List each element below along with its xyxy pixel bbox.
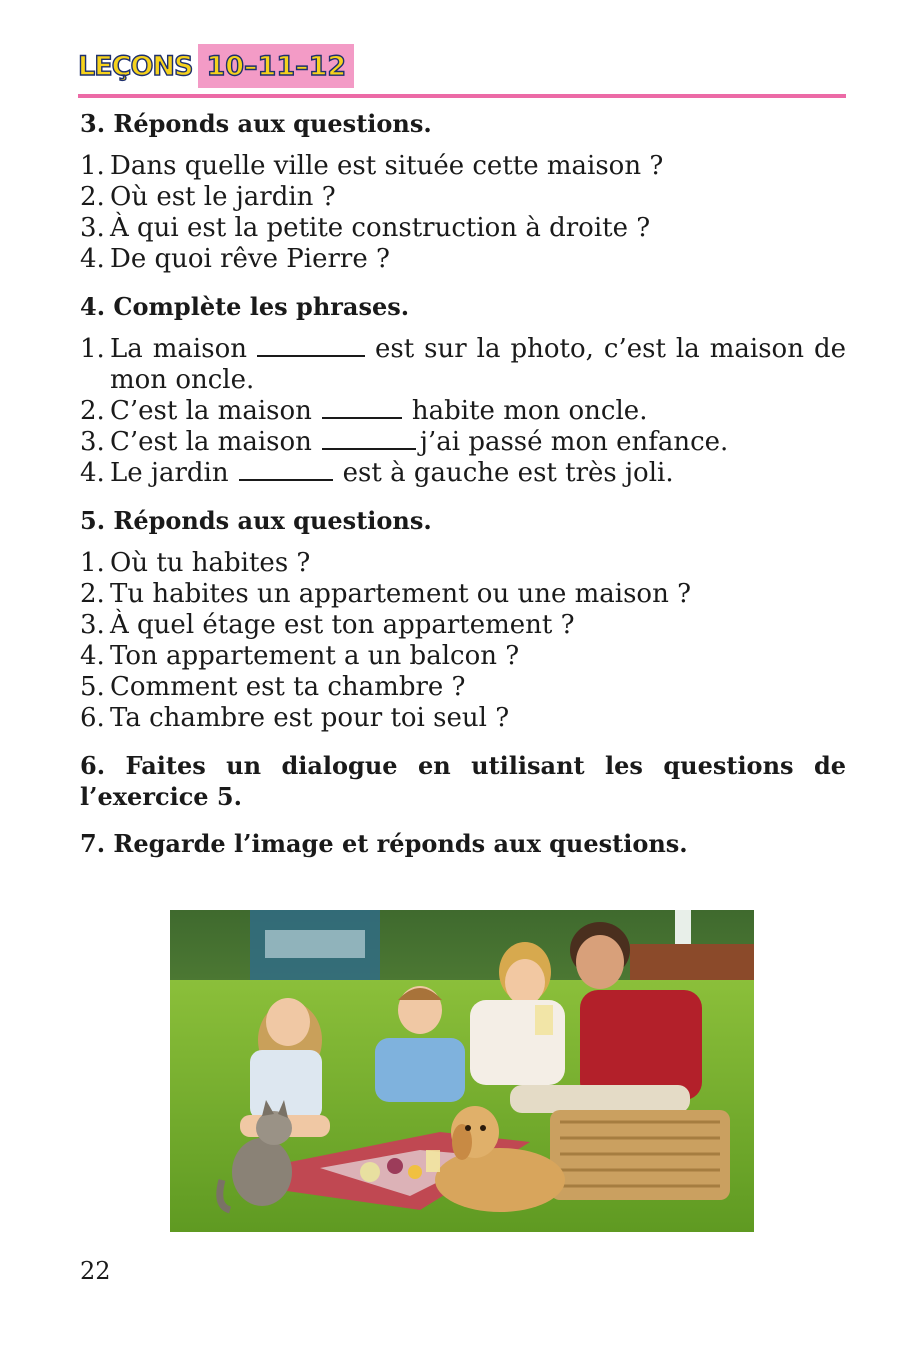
item-text: Où est le jardin ? xyxy=(110,182,336,212)
fill-in-blank[interactable] xyxy=(257,354,365,357)
item-text: Ton appartement a un balcon ? xyxy=(110,641,520,671)
lesson-numbers: 10–11–12 xyxy=(206,50,347,82)
fill-in-blank[interactable] xyxy=(322,447,416,450)
item-text: Où tu habites ? xyxy=(110,548,311,578)
item-text-before: C’est la maison xyxy=(110,396,312,426)
item-number: 3. xyxy=(80,610,105,640)
item-text-before: C’est la maison xyxy=(110,427,312,457)
list-item xyxy=(80,244,846,275)
lesson-numbers-box xyxy=(198,44,354,88)
item-number: 3. xyxy=(80,213,105,243)
exercise-4-list xyxy=(80,334,846,489)
exercise-5-title: 5. Réponds aux questions. xyxy=(80,506,432,535)
exercise-3-title: 3. Réponds aux questions. xyxy=(80,109,432,138)
lecons-label: LEÇONS xyxy=(78,50,193,82)
item-text: Ta chambre est pour toi seul ? xyxy=(110,703,510,733)
item-text-before: La maison xyxy=(110,334,247,364)
list-item xyxy=(80,703,846,734)
list-item xyxy=(80,334,846,396)
list-item xyxy=(80,427,846,458)
item-text: Dans quelle ville est située cette maison ? xyxy=(110,151,664,181)
item-number: 1. xyxy=(80,548,105,578)
list-item xyxy=(80,396,846,427)
list-item xyxy=(80,458,846,489)
header-rule xyxy=(78,94,846,98)
item-text-after: est sur la photo, c’est la maison de mon oncle. xyxy=(110,334,846,395)
item-number: 2. xyxy=(80,396,105,426)
item-number: 4. xyxy=(80,641,105,671)
exercise-5-list xyxy=(80,548,846,734)
item-number: 3. xyxy=(80,427,105,457)
item-number: 1. xyxy=(80,334,105,364)
item-text: Tu habites un appartement ou une maison ? xyxy=(110,579,692,609)
item-text: À quel étage est ton appartement ? xyxy=(110,610,575,640)
item-number: 4. xyxy=(80,244,105,274)
exercise-3-list xyxy=(80,151,846,275)
item-text-after: habite mon oncle. xyxy=(411,396,648,426)
item-text: De quoi rêve Pierre ? xyxy=(110,244,390,274)
item-number: 6. xyxy=(80,703,105,733)
list-item xyxy=(80,548,846,579)
item-text: À qui est la petite construction à droite ? xyxy=(110,213,651,243)
picnic-photo xyxy=(170,910,754,1232)
item-text: Comment est ta chambre ? xyxy=(110,672,466,702)
page-number: 22 xyxy=(80,1257,111,1285)
lesson-header xyxy=(78,44,354,88)
list-item xyxy=(80,213,846,244)
page-content xyxy=(80,108,846,859)
list-item xyxy=(80,672,846,703)
item-number: 5. xyxy=(80,672,105,702)
list-item xyxy=(80,151,846,182)
item-text-before: Le jardin xyxy=(110,458,229,488)
item-number: 4. xyxy=(80,458,105,488)
list-item xyxy=(80,182,846,213)
fill-in-blank[interactable] xyxy=(322,416,402,419)
item-number: 2. xyxy=(80,579,105,609)
item-text-after: est à gauche est très joli. xyxy=(342,458,674,488)
list-item xyxy=(80,610,846,641)
item-number: 1. xyxy=(80,151,105,181)
list-item xyxy=(80,579,846,610)
exercise-7-title: 7. Regarde l’image et réponds aux questions. xyxy=(80,829,688,858)
fill-in-blank[interactable] xyxy=(239,478,333,481)
exercise-6-title: 6. Faites un dialogue en utilisant les questions de l’exercice 5. xyxy=(80,751,846,811)
exercise-4-title: 4. Complète les phrases. xyxy=(80,292,410,321)
item-text-after: j’ai passé mon enfance. xyxy=(419,427,729,457)
list-item xyxy=(80,641,846,672)
item-number: 2. xyxy=(80,182,105,212)
